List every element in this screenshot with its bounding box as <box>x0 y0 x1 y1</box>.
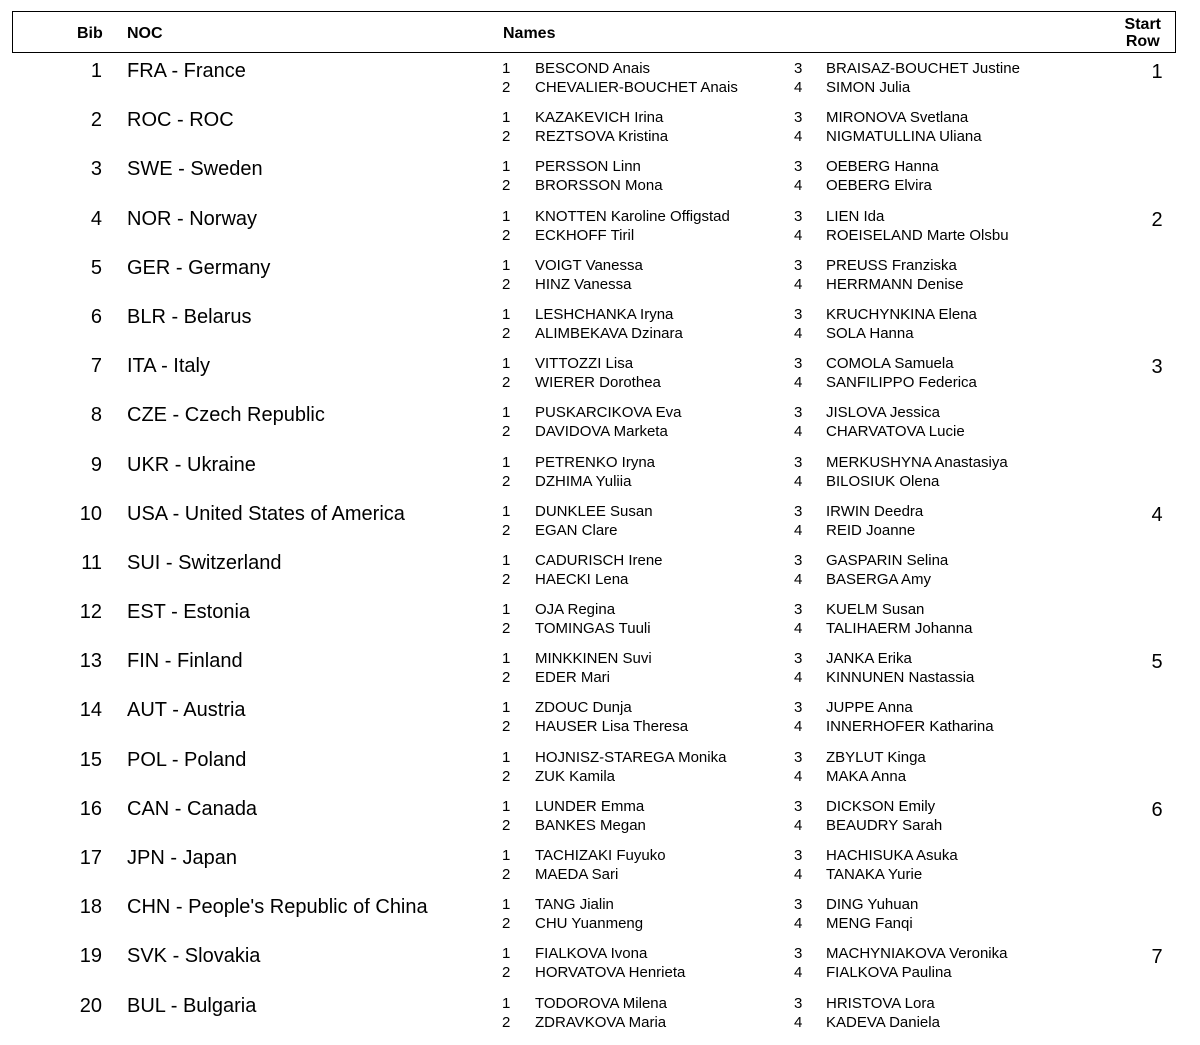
leg-number: 1 <box>502 896 511 914</box>
noc-cell: NOR - Norway <box>127 207 258 230</box>
start-row-cell: 2 <box>1151 208 1163 231</box>
noc-cell: EST - Estonia <box>127 601 251 624</box>
start-row-cell: 1 <box>1151 61 1163 83</box>
athlete-name: MAEDA Sari <box>535 866 619 883</box>
leg-number: 1 <box>502 797 511 815</box>
leg-number: 1 <box>502 158 511 176</box>
leg-number: 2 <box>502 767 511 785</box>
noc-cell: UKR - Ukraine <box>127 453 256 476</box>
noc-cell: USA - United States of America <box>127 502 405 525</box>
leg-number: 2 <box>502 521 511 539</box>
athlete-name: NIGMATULLINA Uliana <box>826 128 982 146</box>
leg-number: 3 <box>794 256 803 274</box>
athlete-name: CHU Yuanmeng <box>535 915 644 933</box>
athlete-name: JISLOVA Jessica <box>826 404 940 422</box>
athlete-name: LIEN Ida <box>826 207 885 225</box>
athlete-name: SOLA Hanna <box>826 324 914 342</box>
leg-number: 2 <box>502 423 511 441</box>
athlete-name: MINKKINEN Suvi <box>535 650 652 668</box>
leg-number: 2 <box>502 275 511 293</box>
leg-number: 3 <box>794 797 803 815</box>
leg-number: 1 <box>502 109 511 127</box>
leg-number: 4 <box>794 767 803 785</box>
noc-cell: POL - Poland <box>127 748 247 771</box>
start-row-cell: 6 <box>1151 798 1163 821</box>
athlete-name: CHARVATOVA Lucie <box>826 423 965 441</box>
leg-number: 2 <box>502 816 511 834</box>
header-bib: Bib <box>77 25 103 42</box>
noc-cell: AUT - Austria <box>127 699 246 722</box>
athlete-name: EDER Mari <box>535 669 611 687</box>
athlete-name: DING Yuhuan <box>826 896 919 914</box>
table-row <box>0 60 1200 109</box>
athlete-name: ZBYLUT Kinga <box>826 748 926 766</box>
bib-cell: 1 <box>90 60 102 82</box>
athlete-name: BRORSSON Mona <box>535 177 663 195</box>
leg-number: 2 <box>502 79 511 96</box>
table-row <box>0 257 1200 306</box>
noc-cell: FRA - France <box>127 60 246 82</box>
leg-number: 3 <box>794 305 803 323</box>
table-row <box>0 306 1200 355</box>
table-row <box>0 995 1200 1044</box>
athlete-name: WIERER Dorothea <box>535 374 661 392</box>
leg-number: 1 <box>502 256 511 274</box>
leg-number: 2 <box>502 472 511 490</box>
bib-cell: 10 <box>79 502 102 525</box>
bib-cell: 2 <box>90 109 102 132</box>
athlete-name: HAECKI Lena <box>535 570 629 588</box>
table-row <box>0 355 1200 404</box>
table-row <box>0 896 1200 945</box>
bib-cell: 7 <box>90 355 102 378</box>
bib-cell: 15 <box>79 748 102 771</box>
leg-number: 3 <box>794 699 803 717</box>
athlete-name: VOIGT Vanessa <box>535 256 643 274</box>
athlete-name: MIRONOVA Svetlana <box>826 109 969 127</box>
leg-number: 4 <box>794 570 803 588</box>
leg-number: 2 <box>502 915 511 933</box>
athlete-name: DAVIDOVA Marketa <box>535 423 668 441</box>
leg-number: 1 <box>502 699 511 717</box>
athlete-name: MENG Fanqi <box>826 915 913 933</box>
athlete-name: MERKUSHYNA Anastasiya <box>826 453 1008 471</box>
table-row <box>0 454 1200 503</box>
leg-number: 1 <box>502 847 511 864</box>
athlete-name: HERRMANN Denise <box>826 275 964 293</box>
noc-cell: CZE - Czech Republic <box>127 404 325 427</box>
header-start-row-line2: Row <box>1125 33 1160 50</box>
athlete-name: ZDOUC Dunja <box>535 699 632 717</box>
noc-cell: JPN - Japan <box>127 847 238 869</box>
leg-number: 2 <box>502 866 511 883</box>
leg-number: 4 <box>794 275 803 293</box>
header-noc: NOC <box>127 25 163 42</box>
table-row <box>0 208 1200 257</box>
athlete-name: ECKHOFF Tiril <box>535 226 635 244</box>
noc-cell: SWE - Sweden <box>127 158 263 181</box>
bib-cell: 13 <box>79 650 102 673</box>
leg-number: 1 <box>502 650 511 668</box>
athlete-name: KADEVA Daniela <box>826 1013 940 1031</box>
leg-number: 4 <box>794 718 803 736</box>
athlete-name: INNERHOFER Katharina <box>826 718 994 736</box>
athlete-name: JUPPE Anna <box>826 699 913 717</box>
leg-number: 1 <box>502 404 511 422</box>
leg-number: 3 <box>794 748 803 766</box>
athlete-name: GASPARIN Selina <box>826 551 949 569</box>
leg-number: 2 <box>502 570 511 588</box>
athlete-name: MAKA Anna <box>826 767 907 785</box>
athlete-name: OJA Regina <box>535 601 616 619</box>
athlete-name: FIALKOVA Paulina <box>826 964 952 982</box>
athlete-name: BEAUDRY Sarah <box>826 816 943 834</box>
athlete-name: TANAKA Yurie <box>826 866 923 883</box>
leg-number: 1 <box>502 551 511 569</box>
leg-number: 2 <box>502 374 511 392</box>
leg-number: 3 <box>794 502 803 520</box>
noc-cell: CHN - People's Republic of China <box>127 896 428 919</box>
table-row <box>0 847 1200 896</box>
leg-number: 4 <box>794 866 803 883</box>
athlete-name: ZDRAVKOVA Maria <box>535 1013 667 1031</box>
leg-number: 1 <box>502 355 511 373</box>
leg-number: 3 <box>794 650 803 668</box>
noc-cell: ITA - Italy <box>127 355 210 378</box>
athlete-name: BASERGA Amy <box>826 570 932 588</box>
athlete-name: TANG Jialin <box>535 896 614 914</box>
bib-cell: 11 <box>81 551 102 574</box>
athlete-name: HINZ Vanessa <box>535 275 632 293</box>
athlete-name: KINNUNEN Nastassia <box>826 669 975 687</box>
athlete-name: ALIMBEKAVA Dzinara <box>535 324 683 342</box>
bib-cell: 16 <box>79 797 102 820</box>
athlete-name: HAUSER Lisa Theresa <box>535 718 689 736</box>
leg-number: 2 <box>502 620 511 638</box>
athlete-name: TOMINGAS Tuuli <box>535 620 651 638</box>
bib-cell: 14 <box>79 699 102 722</box>
start-row-cell: 4 <box>1151 503 1163 526</box>
table-row <box>0 749 1200 798</box>
leg-number: 2 <box>502 324 511 342</box>
noc-cell: SUI - Switzerland <box>127 551 282 574</box>
athlete-name: ZUK Kamila <box>535 767 616 785</box>
leg-number: 4 <box>794 669 803 687</box>
athlete-name: BILOSIUK Olena <box>826 472 940 490</box>
athlete-name: DUNKLEE Susan <box>535 502 653 520</box>
bib-cell: 6 <box>90 305 102 328</box>
leg-number: 3 <box>794 945 803 963</box>
athlete-name: SANFILIPPO Federica <box>826 374 977 392</box>
athlete-name: HACHISUKA Asuka <box>826 847 958 864</box>
athlete-name: PERSSON Linn <box>535 158 641 176</box>
leg-number: 2 <box>502 226 511 244</box>
athlete-name: HORVATOVA Henrieta <box>535 964 686 982</box>
athlete-name: CADURISCH Irene <box>535 551 663 569</box>
leg-number: 3 <box>794 355 803 373</box>
leg-number: 4 <box>794 620 803 638</box>
bib-cell: 9 <box>90 453 102 476</box>
noc-cell: ROC - ROC <box>127 109 234 132</box>
leg-number: 1 <box>502 601 511 619</box>
leg-number: 3 <box>794 847 803 864</box>
athlete-name: HRISTOVA Lora <box>826 994 935 1012</box>
bib-cell: 20 <box>79 994 102 1017</box>
leg-number: 1 <box>502 502 511 520</box>
athlete-name: KUELM Susan <box>826 601 925 619</box>
leg-number: 4 <box>794 226 803 244</box>
leg-number: 1 <box>502 945 511 963</box>
noc-cell: BLR - Belarus <box>127 305 252 328</box>
leg-number: 2 <box>502 1013 511 1031</box>
athlete-name: KNOTTEN Karoline Offigstad <box>535 207 730 225</box>
athlete-name: PREUSS Franziska <box>826 256 957 274</box>
athlete-name: DZHIMA Yuliia <box>535 472 632 490</box>
leg-number: 3 <box>794 601 803 619</box>
table-row <box>0 699 1200 748</box>
table-row <box>0 552 1200 601</box>
athlete-name: TODOROVA Milena <box>535 994 667 1012</box>
leg-number: 4 <box>794 816 803 834</box>
bib-cell: 3 <box>90 158 102 181</box>
athlete-name: LUNDER Emma <box>535 797 645 815</box>
leg-number: 3 <box>794 994 803 1012</box>
athlete-name: BESCOND Anais <box>535 60 651 77</box>
noc-cell: GER - Germany <box>127 256 271 279</box>
athlete-name: HOJNISZ-STAREGA Monika <box>535 748 727 766</box>
athlete-name: COMOLA Samuela <box>826 355 954 373</box>
athlete-name: REZTSOVA Kristina <box>535 128 669 146</box>
leg-number: 1 <box>502 305 511 323</box>
bib-cell: 19 <box>79 945 102 968</box>
athlete-name: MACHYNIAKOVA Veronika <box>826 945 1008 963</box>
leg-number: 1 <box>502 994 511 1012</box>
noc-cell: CAN - Canada <box>127 797 258 820</box>
leg-number: 3 <box>794 60 803 77</box>
start-list-table <box>0 60 1200 1044</box>
leg-number: 3 <box>794 551 803 569</box>
bib-cell: 12 <box>79 601 102 624</box>
athlete-name: CHEVALIER-BOUCHET Anais <box>535 79 738 96</box>
header-names: Names <box>503 25 556 42</box>
noc-cell: SVK - Slovakia <box>127 945 261 968</box>
start-row-cell: 5 <box>1151 651 1163 674</box>
leg-number: 2 <box>502 718 511 736</box>
leg-number: 1 <box>502 60 511 77</box>
leg-number: 4 <box>794 472 803 490</box>
leg-number: 3 <box>794 404 803 422</box>
athlete-name: REID Joanne <box>826 521 916 539</box>
noc-cell: FIN - Finland <box>127 650 243 673</box>
athlete-name: KAZAKEVICH Irina <box>535 109 664 127</box>
leg-number: 4 <box>794 177 803 195</box>
leg-number: 4 <box>794 128 803 146</box>
athlete-name: TALIHAERM Johanna <box>826 620 973 638</box>
table-row <box>0 798 1200 847</box>
header-start-row-line1: Start <box>1124 16 1161 33</box>
table-row <box>0 650 1200 699</box>
athlete-name: VITTOZZI Lisa <box>535 355 634 373</box>
bib-cell: 4 <box>90 207 102 230</box>
athlete-name: IRWIN Deedra <box>826 502 924 520</box>
start-row-cell: 3 <box>1151 356 1163 379</box>
leg-number: 4 <box>794 964 803 982</box>
athlete-name: PUSKARCIKOVA Eva <box>535 404 682 422</box>
athlete-name: TACHIZAKI Fuyuko <box>535 847 666 864</box>
athlete-name: PETRENKO Iryna <box>535 453 656 471</box>
leg-number: 1 <box>502 748 511 766</box>
athlete-name: FIALKOVA Ivona <box>535 945 648 963</box>
bib-cell: 8 <box>90 404 102 427</box>
athlete-name: DICKSON Emily <box>826 797 936 815</box>
athlete-name: SIMON Julia <box>826 79 911 96</box>
table-row <box>0 158 1200 207</box>
athlete-name: JANKA Erika <box>826 650 912 668</box>
table-row <box>0 404 1200 453</box>
header-start-row <box>1125 16 1161 50</box>
leg-number: 2 <box>502 177 511 195</box>
bib-cell: 5 <box>90 256 102 279</box>
table-header <box>12 11 1176 53</box>
bib-cell: 18 <box>79 896 102 919</box>
athlete-name: LESHCHANKA Iryna <box>535 305 674 323</box>
athlete-name: KRUCHYNKINA Elena <box>826 305 977 323</box>
leg-number: 4 <box>794 915 803 933</box>
leg-number: 3 <box>794 109 803 127</box>
start-row-cell: 7 <box>1151 946 1163 969</box>
leg-number: 4 <box>794 423 803 441</box>
athlete-name: OEBERG Elvira <box>826 177 932 195</box>
leg-number: 2 <box>502 128 511 146</box>
leg-number: 1 <box>502 453 511 471</box>
bib-cell: 17 <box>79 847 102 869</box>
athlete-name: BANKES Megan <box>535 816 646 834</box>
leg-number: 2 <box>502 669 511 687</box>
athlete-name: ROEISELAND Marte Olsbu <box>826 226 1009 244</box>
leg-number: 3 <box>794 896 803 914</box>
leg-number: 4 <box>794 374 803 392</box>
leg-number: 4 <box>794 79 803 96</box>
noc-cell: BUL - Bulgaria <box>127 994 257 1017</box>
table-row <box>0 945 1200 994</box>
athlete-name: OEBERG Hanna <box>826 158 939 176</box>
leg-number: 1 <box>502 207 511 225</box>
athlete-name: EGAN Clare <box>535 521 618 539</box>
leg-number: 3 <box>794 207 803 225</box>
leg-number: 4 <box>794 324 803 342</box>
leg-number: 4 <box>794 521 803 539</box>
leg-number: 4 <box>794 1013 803 1031</box>
leg-number: 3 <box>794 453 803 471</box>
table-row <box>0 109 1200 158</box>
leg-number: 2 <box>502 964 511 982</box>
athlete-name: BRAISAZ-BOUCHET Justine <box>826 60 1020 77</box>
table-row <box>0 601 1200 650</box>
table-row <box>0 503 1200 552</box>
leg-number: 3 <box>794 158 803 176</box>
